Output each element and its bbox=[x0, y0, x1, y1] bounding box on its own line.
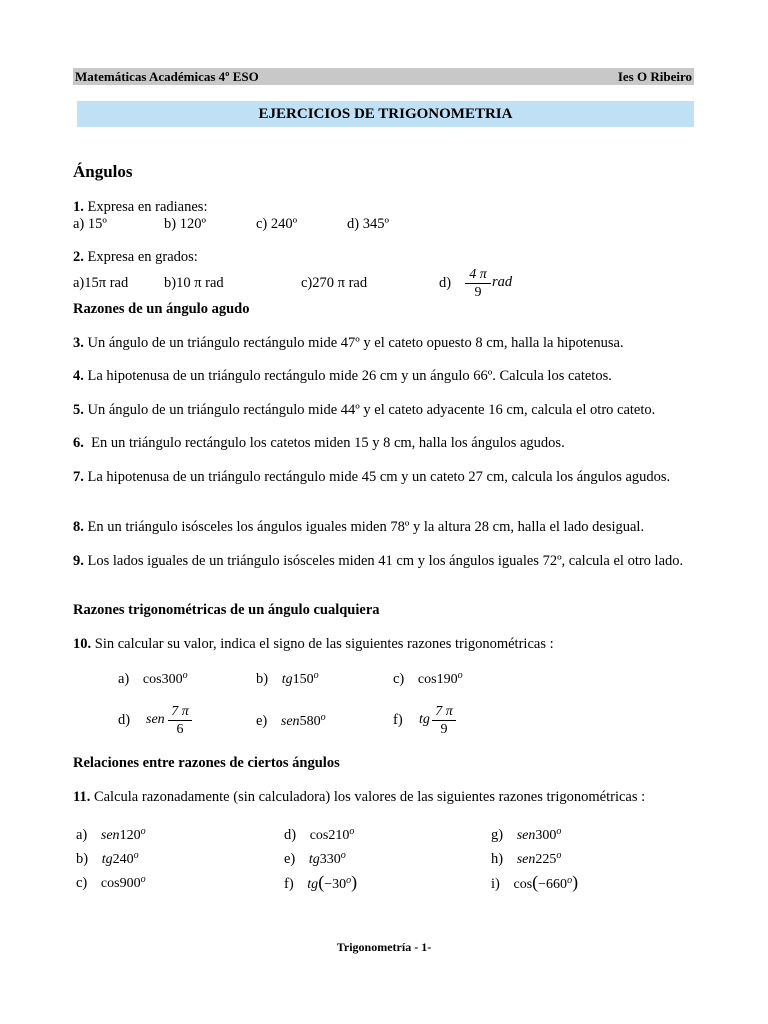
ex10-b bbox=[256, 670, 319, 688]
fraction-denominator: 9 bbox=[474, 285, 482, 300]
trig-argument: 580 bbox=[299, 714, 321, 729]
item-label: b) bbox=[76, 851, 89, 867]
ex2-option-b: b)10 π rad bbox=[164, 275, 224, 291]
exercise-10 bbox=[73, 636, 698, 653]
trig-function: tg bbox=[281, 672, 293, 687]
trig-function: cos bbox=[309, 828, 329, 843]
degree-mark: o bbox=[313, 670, 319, 681]
degree-mark: o bbox=[556, 850, 562, 861]
header-course: Matemáticas Académicas 4º ESO bbox=[75, 69, 259, 84]
page-header bbox=[73, 68, 694, 85]
degree-mark: o bbox=[346, 875, 352, 886]
exercise-text: La hipotenusa de un triángulo rectángulo mide 26 cm y un ángulo 66º. Calcula los catetos. bbox=[83, 368, 612, 384]
fraction-bar bbox=[465, 283, 491, 284]
fraction-numerator: 7 π bbox=[171, 704, 189, 719]
ex11-c bbox=[76, 874, 146, 892]
trig-function: cos bbox=[513, 877, 533, 892]
exercise-5 bbox=[73, 402, 698, 419]
trig-argument: −30 bbox=[324, 877, 347, 892]
exercise-9 bbox=[73, 553, 698, 570]
item-label: e) bbox=[256, 713, 268, 729]
close-paren: ) bbox=[351, 872, 358, 892]
trig-argument: 190 bbox=[436, 672, 458, 687]
item-label: c) bbox=[393, 671, 405, 687]
trig-argument: −660 bbox=[538, 877, 568, 892]
header-school: Ies O Ribeiro bbox=[617, 69, 692, 84]
exercise-text: Un ángulo de un triángulo rectángulo mide 44º y el cateto adyacente 16 cm, calcula el otro cateto. bbox=[83, 402, 656, 418]
exercise-2 bbox=[73, 249, 698, 266]
ex2-option-a: a)15π rad bbox=[73, 275, 129, 291]
ex11-d bbox=[284, 826, 354, 844]
ex1-option-c: c) 240º bbox=[256, 216, 298, 232]
degree-mark: o bbox=[340, 850, 346, 861]
trig-argument: 300 bbox=[161, 672, 183, 687]
ex1-option-b: b) 120º bbox=[164, 216, 206, 232]
exercise-text: Expresa en grados: bbox=[83, 249, 198, 265]
ex10-f-label: f) bbox=[393, 712, 403, 728]
item-label: b) bbox=[256, 671, 269, 687]
ex10-f-fraction bbox=[432, 704, 456, 737]
exercise-number: 11. bbox=[73, 789, 91, 805]
degree-mark: o bbox=[182, 670, 188, 681]
fraction-denominator: 9 bbox=[440, 722, 448, 737]
exercise-6 bbox=[73, 435, 698, 452]
trig-function: tg bbox=[308, 852, 320, 867]
trig-function: cos bbox=[142, 672, 162, 687]
item-label: g) bbox=[491, 827, 504, 843]
fraction-bar bbox=[168, 720, 192, 721]
exercise-11 bbox=[73, 789, 698, 806]
exercise-number: 1. bbox=[73, 199, 84, 215]
exercise-number: 5. bbox=[73, 402, 84, 418]
ex10-c bbox=[393, 670, 463, 688]
exercise-text: Calcula razonadamente (sin calculadora) los valores de las siguientes razones trigonométricas : bbox=[90, 789, 646, 805]
exercise-text: En un triángulo isósceles los ángulos iguales miden 78º y la altura 28 cm, halla el lado desigual. bbox=[83, 519, 645, 535]
ex2-option-d-fraction bbox=[465, 267, 491, 300]
exercise-number: 8. bbox=[73, 519, 84, 535]
exercise-number: 3. bbox=[73, 335, 84, 351]
exercise-1 bbox=[73, 199, 698, 216]
degree-mark: o bbox=[556, 826, 562, 837]
ex1-option-d: d) 345º bbox=[347, 216, 389, 232]
exercise-number: 6. bbox=[73, 435, 84, 451]
section-relaciones-heading: Relaciones entre razones de ciertos ángulos bbox=[73, 755, 340, 771]
ex10-d-fraction bbox=[168, 704, 192, 737]
item-label: a) bbox=[76, 827, 88, 843]
item-label: h) bbox=[491, 851, 504, 867]
exercise-text: Sin calcular su valor, indica el signo de las siguientes razones trigonométricas : bbox=[91, 636, 554, 652]
exercise-number: 2. bbox=[73, 249, 84, 265]
exercise-8 bbox=[73, 519, 698, 536]
ex2-option-d-unit: rad bbox=[492, 274, 513, 290]
document-title: EJERCICIOS DE TRIGONOMETRIA bbox=[77, 101, 694, 127]
item-label: c) bbox=[76, 875, 88, 891]
trig-argument: 300 bbox=[535, 828, 557, 843]
trig-argument: 900 bbox=[119, 876, 141, 891]
item-label: i) bbox=[491, 876, 500, 892]
degree-mark: o bbox=[349, 826, 355, 837]
exercise-7 bbox=[73, 469, 673, 486]
ex10-d-function: sen bbox=[146, 712, 165, 727]
ex11-h bbox=[491, 850, 561, 868]
exercise-text: Un ángulo de un triángulo rectángulo mide 47º y el cateto opuesto 8 cm, halla la hipotenusa. bbox=[83, 335, 624, 351]
item-label: f) bbox=[284, 876, 294, 892]
ex11-b bbox=[76, 850, 139, 868]
fraction-numerator: 4 π bbox=[469, 267, 487, 282]
item-label: d) bbox=[284, 827, 297, 843]
degree-mark: o bbox=[140, 874, 146, 885]
close-paren: ) bbox=[572, 872, 579, 892]
open-paren: ( bbox=[318, 872, 325, 892]
ex11-a bbox=[76, 826, 146, 844]
degree-mark: o bbox=[133, 850, 139, 861]
ex2-option-d-label: d) bbox=[439, 275, 452, 291]
exercise-number: 10. bbox=[73, 636, 92, 652]
ex10-e bbox=[256, 712, 326, 730]
trig-argument: 120 bbox=[119, 828, 141, 843]
trig-function: sen bbox=[280, 714, 300, 729]
page-footer: Trigonometría - 1- bbox=[336, 940, 432, 954]
degree-mark: o bbox=[320, 712, 326, 723]
trig-function: cos bbox=[417, 672, 437, 687]
fraction-bar bbox=[432, 720, 456, 721]
exercise-text: Expresa en radianes: bbox=[83, 199, 208, 215]
exercise-text: En un triángulo rectángulo los catetos miden 15 y 8 cm, halla los ángulos agudos. bbox=[83, 435, 565, 451]
degree-mark: o bbox=[140, 826, 146, 837]
section-cualquiera-heading: Razones trigonométricas de un ángulo cualquiera bbox=[73, 602, 380, 618]
exercise-number: 9. bbox=[73, 553, 84, 569]
fraction-numerator: 7 π bbox=[435, 704, 453, 719]
trig-function: tg bbox=[307, 877, 319, 892]
ex10-f-function: tg bbox=[419, 712, 430, 727]
trig-argument: 225 bbox=[535, 852, 557, 867]
exercise-3 bbox=[73, 335, 698, 352]
section-angulos-heading: Ángulos bbox=[73, 162, 133, 181]
trig-argument: 150 bbox=[292, 672, 314, 687]
item-label: e) bbox=[284, 851, 296, 867]
fraction-denominator: 6 bbox=[176, 722, 184, 737]
exercise-number: 4. bbox=[73, 368, 84, 384]
trig-function: tg bbox=[101, 852, 113, 867]
trig-function: sen bbox=[516, 828, 536, 843]
trig-function: cos bbox=[100, 876, 120, 891]
trig-function: sen bbox=[516, 852, 536, 867]
item-label: a) bbox=[118, 671, 130, 687]
exercise-number: 7. bbox=[73, 469, 84, 485]
section-agudo-heading: Razones de un ángulo agudo bbox=[73, 301, 250, 317]
ex10-d-label: d) bbox=[118, 712, 131, 728]
trig-argument: 330 bbox=[319, 852, 341, 867]
ex1-option-a: a) 15º bbox=[73, 216, 107, 232]
exercise-text: Los lados iguales de un triángulo isósceles miden 41 cm y los ángulos iguales 72º, calcula el otro lado. bbox=[83, 553, 684, 569]
trig-function: sen bbox=[100, 828, 120, 843]
degree-mark: o bbox=[457, 670, 463, 681]
ex11-i bbox=[491, 872, 578, 893]
open-paren: ( bbox=[532, 872, 539, 892]
exercise-text: La hipotenusa de un triángulo rectángulo mide 45 cm y un cateto 27 cm, calcula los ángulos agudos. bbox=[83, 469, 671, 485]
ex11-f bbox=[284, 872, 357, 893]
ex10-a bbox=[118, 670, 188, 688]
degree-mark: o bbox=[567, 875, 573, 886]
trig-argument: 240 bbox=[112, 852, 134, 867]
ex2-option-c: c)270 π rad bbox=[301, 275, 368, 291]
exercise-4 bbox=[73, 368, 698, 385]
ex11-e bbox=[284, 850, 346, 868]
trig-argument: 210 bbox=[328, 828, 350, 843]
ex11-g bbox=[491, 826, 561, 844]
